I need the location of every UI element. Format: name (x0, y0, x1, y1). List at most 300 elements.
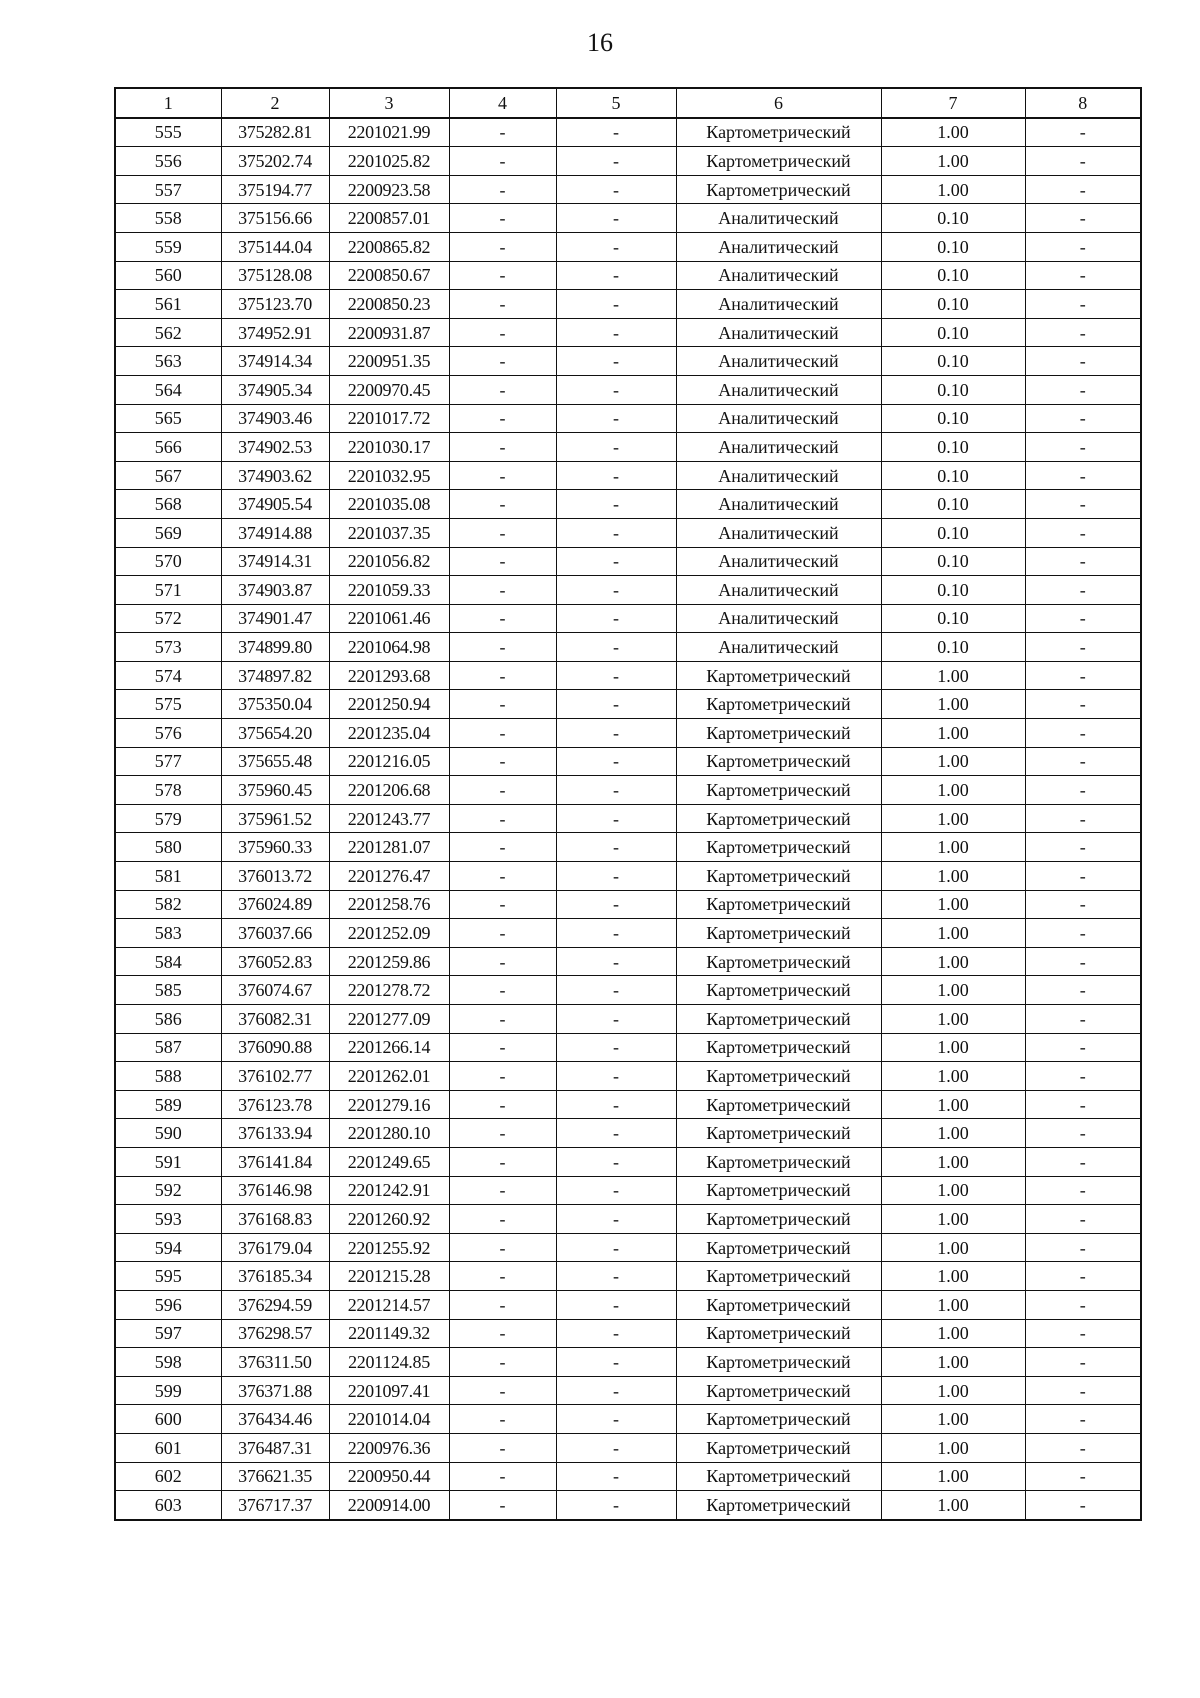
cell-col-8: - (1025, 804, 1141, 833)
cell-method: Картометрический (676, 1233, 881, 1262)
cell-col-8: - (1025, 1376, 1141, 1405)
cell-y-coordinate: 2200951.35 (329, 347, 449, 376)
cell-y-coordinate: 2201250.94 (329, 690, 449, 719)
cell-point-number: 582 (115, 890, 221, 919)
cell-point-number: 599 (115, 1376, 221, 1405)
cell-col-4: - (449, 261, 556, 290)
cell-col-5: - (556, 118, 676, 147)
cell-point-number: 567 (115, 461, 221, 490)
cell-col-5: - (556, 1262, 676, 1291)
cell-point-number: 579 (115, 804, 221, 833)
cell-col-4: - (449, 1119, 556, 1148)
cell-y-coordinate: 2200950.44 (329, 1462, 449, 1491)
cell-point-number: 574 (115, 661, 221, 690)
cell-accuracy: 1.00 (881, 1348, 1025, 1377)
cell-y-coordinate: 2201056.82 (329, 547, 449, 576)
cell-accuracy: 0.10 (881, 518, 1025, 547)
cell-y-coordinate: 2201280.10 (329, 1119, 449, 1148)
table-row (115, 1348, 1141, 1377)
cell-method: Аналитический (676, 375, 881, 404)
cell-col-5: - (556, 347, 676, 376)
cell-point-number: 564 (115, 375, 221, 404)
table-row (115, 490, 1141, 519)
cell-point-number: 559 (115, 232, 221, 261)
cell-x-coordinate: 376311.50 (221, 1348, 329, 1377)
cell-accuracy: 1.00 (881, 1205, 1025, 1234)
cell-col-4: - (449, 862, 556, 891)
cell-y-coordinate: 2201262.01 (329, 1062, 449, 1091)
cell-method: Картометрический (676, 661, 881, 690)
cell-method: Картометрический (676, 1147, 881, 1176)
cell-x-coordinate: 374905.34 (221, 375, 329, 404)
cell-col-8: - (1025, 776, 1141, 805)
cell-col-4: - (449, 404, 556, 433)
cell-col-5: - (556, 1405, 676, 1434)
cell-col-8: - (1025, 1147, 1141, 1176)
cell-method: Аналитический (676, 576, 881, 605)
cell-x-coordinate: 376082.31 (221, 1005, 329, 1034)
cell-col-8: - (1025, 118, 1141, 147)
table-row (115, 175, 1141, 204)
cell-col-4: - (449, 1090, 556, 1119)
cell-col-5: - (556, 661, 676, 690)
table-row (115, 118, 1141, 147)
cell-col-5: - (556, 719, 676, 748)
cell-col-8: - (1025, 1491, 1141, 1520)
cell-method: Картометрический (676, 747, 881, 776)
cell-col-5: - (556, 204, 676, 233)
cell-x-coordinate: 374914.31 (221, 547, 329, 576)
cell-x-coordinate: 376052.83 (221, 947, 329, 976)
cell-accuracy: 0.10 (881, 404, 1025, 433)
table-row (115, 261, 1141, 290)
cell-col-4: - (449, 804, 556, 833)
cell-x-coordinate: 374902.53 (221, 433, 329, 462)
cell-col-5: - (556, 1376, 676, 1405)
cell-point-number: 576 (115, 719, 221, 748)
cell-col-5: - (556, 1119, 676, 1148)
cell-col-4: - (449, 1376, 556, 1405)
cell-accuracy: 0.10 (881, 232, 1025, 261)
cell-point-number: 598 (115, 1348, 221, 1377)
cell-method: Аналитический (676, 547, 881, 576)
cell-point-number: 594 (115, 1233, 221, 1262)
cell-accuracy: 1.00 (881, 947, 1025, 976)
cell-y-coordinate: 2201214.57 (329, 1290, 449, 1319)
cell-y-coordinate: 2201059.33 (329, 576, 449, 605)
cell-accuracy: 1.00 (881, 1176, 1025, 1205)
column-header-3: 3 (329, 88, 449, 118)
cell-col-8: - (1025, 1319, 1141, 1348)
table-row (115, 862, 1141, 891)
cell-col-8: - (1025, 1262, 1141, 1291)
table-row (115, 1119, 1141, 1148)
cell-x-coordinate: 376013.72 (221, 862, 329, 891)
table-row (115, 1176, 1141, 1205)
cell-method: Аналитический (676, 461, 881, 490)
cell-method: Аналитический (676, 404, 881, 433)
cell-y-coordinate: 2201064.98 (329, 633, 449, 662)
cell-col-8: - (1025, 719, 1141, 748)
cell-col-4: - (449, 919, 556, 948)
cell-y-coordinate: 2200914.00 (329, 1491, 449, 1520)
cell-x-coordinate: 376487.31 (221, 1433, 329, 1462)
cell-method: Аналитический (676, 518, 881, 547)
cell-accuracy: 1.00 (881, 1262, 1025, 1291)
cell-col-4: - (449, 1405, 556, 1434)
cell-method: Картометрический (676, 1033, 881, 1062)
cell-col-5: - (556, 633, 676, 662)
cell-col-4: - (449, 1491, 556, 1520)
cell-point-number: 596 (115, 1290, 221, 1319)
cell-y-coordinate: 2201097.41 (329, 1376, 449, 1405)
cell-col-8: - (1025, 919, 1141, 948)
column-header-7: 7 (881, 88, 1025, 118)
cell-y-coordinate: 2201017.72 (329, 404, 449, 433)
cell-col-5: - (556, 690, 676, 719)
cell-col-4: - (449, 147, 556, 176)
table-row (115, 1205, 1141, 1234)
cell-y-coordinate: 2201030.17 (329, 433, 449, 462)
cell-col-5: - (556, 604, 676, 633)
cell-col-5: - (556, 147, 676, 176)
cell-accuracy: 1.00 (881, 1033, 1025, 1062)
cell-method: Картометрический (676, 719, 881, 748)
cell-point-number: 600 (115, 1405, 221, 1434)
cell-accuracy: 1.00 (881, 804, 1025, 833)
cell-x-coordinate: 376298.57 (221, 1319, 329, 1348)
cell-method: Аналитический (676, 261, 881, 290)
cell-method: Картометрический (676, 175, 881, 204)
cell-y-coordinate: 2201278.72 (329, 976, 449, 1005)
cell-accuracy: 0.10 (881, 261, 1025, 290)
cell-x-coordinate: 375282.81 (221, 118, 329, 147)
cell-y-coordinate: 2201260.92 (329, 1205, 449, 1234)
cell-col-4: - (449, 1348, 556, 1377)
cell-method: Аналитический (676, 290, 881, 319)
table-row (115, 947, 1141, 976)
cell-accuracy: 0.10 (881, 547, 1025, 576)
cell-col-5: - (556, 1147, 676, 1176)
cell-y-coordinate: 2201259.86 (329, 947, 449, 976)
table-header-row (115, 88, 1141, 118)
cell-col-4: - (449, 290, 556, 319)
cell-point-number: 589 (115, 1090, 221, 1119)
cell-method: Картометрический (676, 776, 881, 805)
cell-col-8: - (1025, 261, 1141, 290)
cell-col-8: - (1025, 747, 1141, 776)
cell-x-coordinate: 376434.46 (221, 1405, 329, 1434)
cell-point-number: 563 (115, 347, 221, 376)
cell-col-5: - (556, 490, 676, 519)
cell-method: Аналитический (676, 232, 881, 261)
cell-method: Картометрический (676, 947, 881, 976)
cell-accuracy: 1.00 (881, 1433, 1025, 1462)
cell-col-8: - (1025, 1090, 1141, 1119)
cell-x-coordinate: 375655.48 (221, 747, 329, 776)
cell-col-4: - (449, 1433, 556, 1462)
table-row (115, 604, 1141, 633)
cell-col-4: - (449, 204, 556, 233)
cell-x-coordinate: 376168.83 (221, 1205, 329, 1234)
cell-x-coordinate: 376717.37 (221, 1491, 329, 1520)
table-row (115, 547, 1141, 576)
cell-y-coordinate: 2201258.76 (329, 890, 449, 919)
cell-col-4: - (449, 747, 556, 776)
cell-x-coordinate: 376123.78 (221, 1090, 329, 1119)
cell-point-number: 556 (115, 147, 221, 176)
table-row (115, 290, 1141, 319)
cell-x-coordinate: 375960.33 (221, 833, 329, 862)
cell-point-number: 577 (115, 747, 221, 776)
cell-col-8: - (1025, 976, 1141, 1005)
cell-method: Аналитический (676, 604, 881, 633)
cell-col-8: - (1025, 1176, 1141, 1205)
cell-col-5: - (556, 175, 676, 204)
cell-x-coordinate: 375960.45 (221, 776, 329, 805)
cell-col-4: - (449, 375, 556, 404)
cell-y-coordinate: 2201037.35 (329, 518, 449, 547)
cell-y-coordinate: 2201021.99 (329, 118, 449, 147)
cell-col-8: - (1025, 1290, 1141, 1319)
cell-x-coordinate: 376037.66 (221, 919, 329, 948)
cell-col-4: - (449, 890, 556, 919)
cell-col-8: - (1025, 690, 1141, 719)
cell-col-8: - (1025, 318, 1141, 347)
cell-y-coordinate: 2200857.01 (329, 204, 449, 233)
cell-x-coordinate: 375128.08 (221, 261, 329, 290)
cell-col-8: - (1025, 1462, 1141, 1491)
cell-col-5: - (556, 404, 676, 433)
cell-col-5: - (556, 576, 676, 605)
cell-col-8: - (1025, 1062, 1141, 1091)
cell-accuracy: 1.00 (881, 747, 1025, 776)
table-row (115, 833, 1141, 862)
cell-col-5: - (556, 1319, 676, 1348)
table-row (115, 719, 1141, 748)
cell-method: Картометрический (676, 1491, 881, 1520)
cell-col-8: - (1025, 175, 1141, 204)
cell-col-4: - (449, 947, 556, 976)
page-number: 16 (587, 28, 613, 57)
cell-accuracy: 0.10 (881, 604, 1025, 633)
cell-method: Картометрический (676, 1090, 881, 1119)
cell-x-coordinate: 374903.62 (221, 461, 329, 490)
cell-col-4: - (449, 461, 556, 490)
cell-point-number: 580 (115, 833, 221, 862)
table-row (115, 404, 1141, 433)
cell-col-5: - (556, 461, 676, 490)
cell-col-5: - (556, 1433, 676, 1462)
cell-y-coordinate: 2201255.92 (329, 1233, 449, 1262)
table-row (115, 1405, 1141, 1434)
cell-method: Картометрический (676, 1062, 881, 1091)
cell-col-5: - (556, 804, 676, 833)
cell-accuracy: 1.00 (881, 890, 1025, 919)
cell-accuracy: 0.10 (881, 318, 1025, 347)
cell-method: Картометрический (676, 690, 881, 719)
cell-col-5: - (556, 919, 676, 948)
cell-method: Картометрический (676, 1348, 881, 1377)
cell-col-5: - (556, 1491, 676, 1520)
cell-point-number: 587 (115, 1033, 221, 1062)
cell-y-coordinate: 2200970.45 (329, 375, 449, 404)
cell-accuracy: 0.10 (881, 347, 1025, 376)
cell-col-8: - (1025, 547, 1141, 576)
column-header-4: 4 (449, 88, 556, 118)
cell-y-coordinate: 2201149.32 (329, 1319, 449, 1348)
cell-col-8: - (1025, 633, 1141, 662)
cell-y-coordinate: 2201061.46 (329, 604, 449, 633)
table-row (115, 1033, 1141, 1062)
cell-col-4: - (449, 175, 556, 204)
cell-y-coordinate: 2201249.65 (329, 1147, 449, 1176)
cell-col-4: - (449, 1262, 556, 1291)
cell-col-5: - (556, 947, 676, 976)
table-row (115, 1319, 1141, 1348)
cell-col-8: - (1025, 347, 1141, 376)
cell-accuracy: 1.00 (881, 118, 1025, 147)
cell-col-5: - (556, 261, 676, 290)
cell-col-4: - (449, 633, 556, 662)
cell-point-number: 570 (115, 547, 221, 576)
column-header-5: 5 (556, 88, 676, 118)
cell-y-coordinate: 2200976.36 (329, 1433, 449, 1462)
cell-col-4: - (449, 1062, 556, 1091)
cell-y-coordinate: 2201277.09 (329, 1005, 449, 1034)
cell-accuracy: 1.00 (881, 1005, 1025, 1034)
cell-method: Картометрический (676, 1462, 881, 1491)
cell-x-coordinate: 375350.04 (221, 690, 329, 719)
table-row (115, 1062, 1141, 1091)
cell-y-coordinate: 2201242.91 (329, 1176, 449, 1205)
cell-col-4: - (449, 719, 556, 748)
cell-x-coordinate: 375156.66 (221, 204, 329, 233)
cell-col-5: - (556, 1005, 676, 1034)
cell-col-8: - (1025, 890, 1141, 919)
cell-col-8: - (1025, 204, 1141, 233)
table-row (115, 1290, 1141, 1319)
cell-method: Аналитический (676, 204, 881, 233)
table-row (115, 1233, 1141, 1262)
cell-col-5: - (556, 232, 676, 261)
cell-x-coordinate: 376179.04 (221, 1233, 329, 1262)
cell-col-5: - (556, 1348, 676, 1377)
cell-point-number: 588 (115, 1062, 221, 1091)
cell-method: Картометрический (676, 890, 881, 919)
table-row (115, 1090, 1141, 1119)
cell-col-8: - (1025, 461, 1141, 490)
cell-col-4: - (449, 318, 556, 347)
cell-x-coordinate: 376090.88 (221, 1033, 329, 1062)
cell-method: Аналитический (676, 490, 881, 519)
cell-accuracy: 1.00 (881, 1462, 1025, 1491)
cell-accuracy: 1.00 (881, 1119, 1025, 1148)
cell-method: Картометрический (676, 118, 881, 147)
cell-y-coordinate: 2201215.28 (329, 1262, 449, 1291)
cell-accuracy: 0.10 (881, 204, 1025, 233)
cell-method: Картометрический (676, 1290, 881, 1319)
cell-y-coordinate: 2201293.68 (329, 661, 449, 690)
cell-col-5: - (556, 318, 676, 347)
cell-y-coordinate: 2201014.04 (329, 1405, 449, 1434)
cell-point-number: 591 (115, 1147, 221, 1176)
cell-x-coordinate: 374914.88 (221, 518, 329, 547)
cell-accuracy: 0.10 (881, 633, 1025, 662)
cell-method: Картометрический (676, 1205, 881, 1234)
cell-point-number: 585 (115, 976, 221, 1005)
cell-col-4: - (449, 1147, 556, 1176)
cell-y-coordinate: 2200923.58 (329, 175, 449, 204)
cell-method: Аналитический (676, 347, 881, 376)
cell-point-number: 562 (115, 318, 221, 347)
cell-accuracy: 1.00 (881, 976, 1025, 1005)
cell-x-coordinate: 376185.34 (221, 1262, 329, 1291)
column-header-2: 2 (221, 88, 329, 118)
cell-point-number: 560 (115, 261, 221, 290)
cell-x-coordinate: 374903.46 (221, 404, 329, 433)
cell-x-coordinate: 375123.70 (221, 290, 329, 319)
cell-point-number: 575 (115, 690, 221, 719)
cell-col-4: - (449, 1176, 556, 1205)
coordinates-table (114, 87, 1142, 1521)
cell-point-number: 584 (115, 947, 221, 976)
cell-y-coordinate: 2200850.67 (329, 261, 449, 290)
cell-col-4: - (449, 690, 556, 719)
cell-y-coordinate: 2200931.87 (329, 318, 449, 347)
cell-col-8: - (1025, 147, 1141, 176)
cell-col-5: - (556, 747, 676, 776)
cell-accuracy: 1.00 (881, 919, 1025, 948)
table-row (115, 804, 1141, 833)
cell-col-8: - (1025, 518, 1141, 547)
cell-x-coordinate: 376024.89 (221, 890, 329, 919)
table-row (115, 1433, 1141, 1462)
cell-col-8: - (1025, 1233, 1141, 1262)
cell-col-5: - (556, 1062, 676, 1091)
cell-col-4: - (449, 661, 556, 690)
column-header-1: 1 (115, 88, 221, 118)
cell-accuracy: 0.10 (881, 290, 1025, 319)
cell-method: Картометрический (676, 919, 881, 948)
cell-x-coordinate: 374901.47 (221, 604, 329, 633)
cell-col-8: - (1025, 862, 1141, 891)
cell-col-4: - (449, 490, 556, 519)
cell-col-5: - (556, 518, 676, 547)
cell-method: Картометрический (676, 1005, 881, 1034)
cell-accuracy: 1.00 (881, 1405, 1025, 1434)
cell-x-coordinate: 375194.77 (221, 175, 329, 204)
table-row (115, 318, 1141, 347)
cell-col-4: - (449, 833, 556, 862)
cell-method: Аналитический (676, 433, 881, 462)
column-header-6: 6 (676, 88, 881, 118)
table-row (115, 347, 1141, 376)
cell-method: Картометрический (676, 1376, 881, 1405)
cell-y-coordinate: 2201035.08 (329, 490, 449, 519)
cell-x-coordinate: 375202.74 (221, 147, 329, 176)
cell-col-8: - (1025, 290, 1141, 319)
cell-accuracy: 1.00 (881, 1319, 1025, 1348)
cell-y-coordinate: 2201243.77 (329, 804, 449, 833)
cell-accuracy: 0.10 (881, 433, 1025, 462)
cell-accuracy: 0.10 (881, 576, 1025, 605)
cell-accuracy: 1.00 (881, 1062, 1025, 1091)
cell-x-coordinate: 376621.35 (221, 1462, 329, 1491)
table-row (115, 890, 1141, 919)
cell-col-4: - (449, 604, 556, 633)
cell-point-number: 581 (115, 862, 221, 891)
